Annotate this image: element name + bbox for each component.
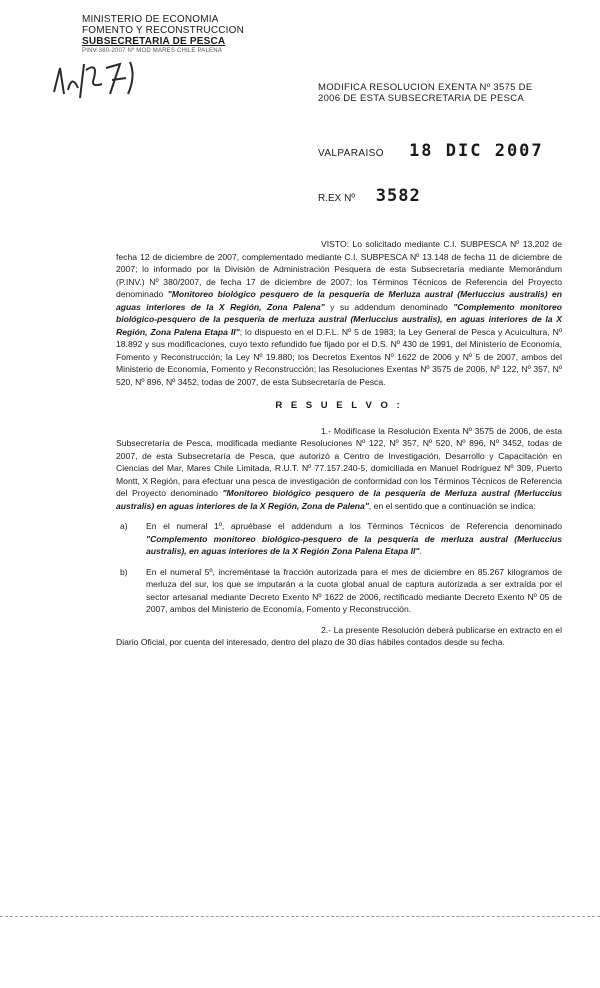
date-line [318, 141, 544, 161]
resolution-number [318, 186, 421, 206]
resuelvo-heading: R E S U E L V O : [275, 400, 403, 411]
item-b-label: b) [120, 566, 128, 577]
date-stamp: 18 DIC 2007 [409, 141, 544, 161]
item-a-text: En el numeral 1º, apruébase el addendum a los Términos Técnicos de Referencia denominado "Complemento monitoreo biológico-pesquero de la pesquería de merluza austral (Merluccius australis), en aguas interiores de la X Región Zona Palena Etapa II". [146, 521, 562, 556]
item-a-label: a) [120, 521, 128, 531]
handwritten-initials [50, 54, 145, 104]
letterhead-ministry-2: FOMENTO Y RECONSTRUCCION [82, 25, 245, 36]
item-b-text: En el numeral 5º, increméntase la fracción autorizada para el mes de diciembre en 85.267 kilogramos de merluza del sur, los que se imputarán a la cuota global anual de captura autorizada a ser extraída por el sector artesanal mediante Decreto Exento Nº 1622 de 2006, rectificado mediante Decreto Exento Nº 05 de 2007, ambos del Ministerio de Economía, Fomento y Reconstrucción. [146, 566, 562, 614]
rex-label: R.EX Nº [318, 193, 355, 204]
letterhead-ministry: MINISTERIO DE ECONOMIA [82, 14, 219, 25]
subject-heading [318, 82, 532, 104]
subject-line-2: 2006 DE ESTA SUBSECRETARIA DE PESCA [318, 93, 525, 104]
list-item [116, 566, 562, 616]
rex-number: 3582 [375, 186, 421, 206]
letterhead-subsecretaria: SUBSECRETARIA DE PESCA [82, 36, 226, 47]
subject-line-1: MODIFICA RESOLUCION EXENTA Nº 3575 DE [318, 82, 533, 93]
letterhead-reference: PINV 380-2007 Nº MOD MARES CHILE PALENA [82, 48, 222, 54]
article-2: 2.- La presente Resolución deberá publicarse en extracto en el Diario Oficial, por cuenta del interesado, dentro del plazo de 30 días hábiles contados desde su fecha. [116, 624, 562, 647]
date-city: VALPARAISO [318, 148, 384, 159]
page-divider [0, 916, 600, 918]
visto-paragraph: VISTO: Lo solicitado mediante C.I. SUBPESCA Nº 13.202 de fecha 12 de diciembre de 2007, complementado mediante C.I. SUBPESCA Nº 13.148 de fecha 11 de diciembre de 2007; lo informado por la División de Administración Pesquera de esta Subsecretaría mediante Memorándum (P.INV.) Nº 380/2007, de fecha 17 de diciembre de 2007; los Términos Técnicos de Referencia del Proyecto denominado "Monitoreo biológico pesquero de la pesquería de Merluza austral (Merluccius australis) en aguas interiores de la X Región, Zona Palena" y su addendum denominado "Complemento monitoreo biológico-pesquero de la pesquería de merluza austral (Merluccius australis), en aguas interiores de la X Región, Zona Palena Etapa II"; lo dispuesto en el D.F.L. Nº 5 de 1983; la Ley General de Pesca y Acuicultura, Nº 18.892 y sus modificaciones, cuyo texto refundido fue fijado por el D.S. Nº 430 de 1991, del Ministerio de Economía, Fomento y Reconstrucción; la Ley Nº 19.880; los Decretos Exentos Nº 1622 de 2006 y Nº 5 de 2007, ambos del Ministerio de Economía, Fomento y Reconstrucción; las Resoluciones Exentas Nº 3575 de 2006, Nº 122, Nº 357, Nº 520, Nº 896, Nº 3452, todas de 2007, de esta Subsecretaría de Pesca. [116, 239, 562, 387]
list-item [116, 520, 562, 558]
document-body [116, 238, 562, 649]
letterhead [82, 14, 244, 55]
article-1: 1.- Modifícase la Resolución Exenta Nº 3575 de 2006, de esta Subsecretaría de Pesca, modificada mediante Resoluciones Nº 122, Nº 357, Nº 520, Nº 896, Nº 3452, todas de 2007, de esta Subsecretaría de Pesca, que autorizó a Centro de Investigación, Desarrollo y Capacitación en Ciencias del Mar, Mares Chile Limitada, R.U.T. Nº 77.157.240-5, domiciliada en Manuel Rodríguez Nº 309, Puerto Montt, X Región, para efectuar una pesca de investigación de conformidad con los Términos Técnicos de Referencia del Proyecto denominado "Monitoreo biológico pesquero de la pesquería de Merluza austral (Merluccius australis) en aguas interiores de la X Región, Zona de Palena", en el sentido que a continuación se indica: [116, 425, 563, 511]
